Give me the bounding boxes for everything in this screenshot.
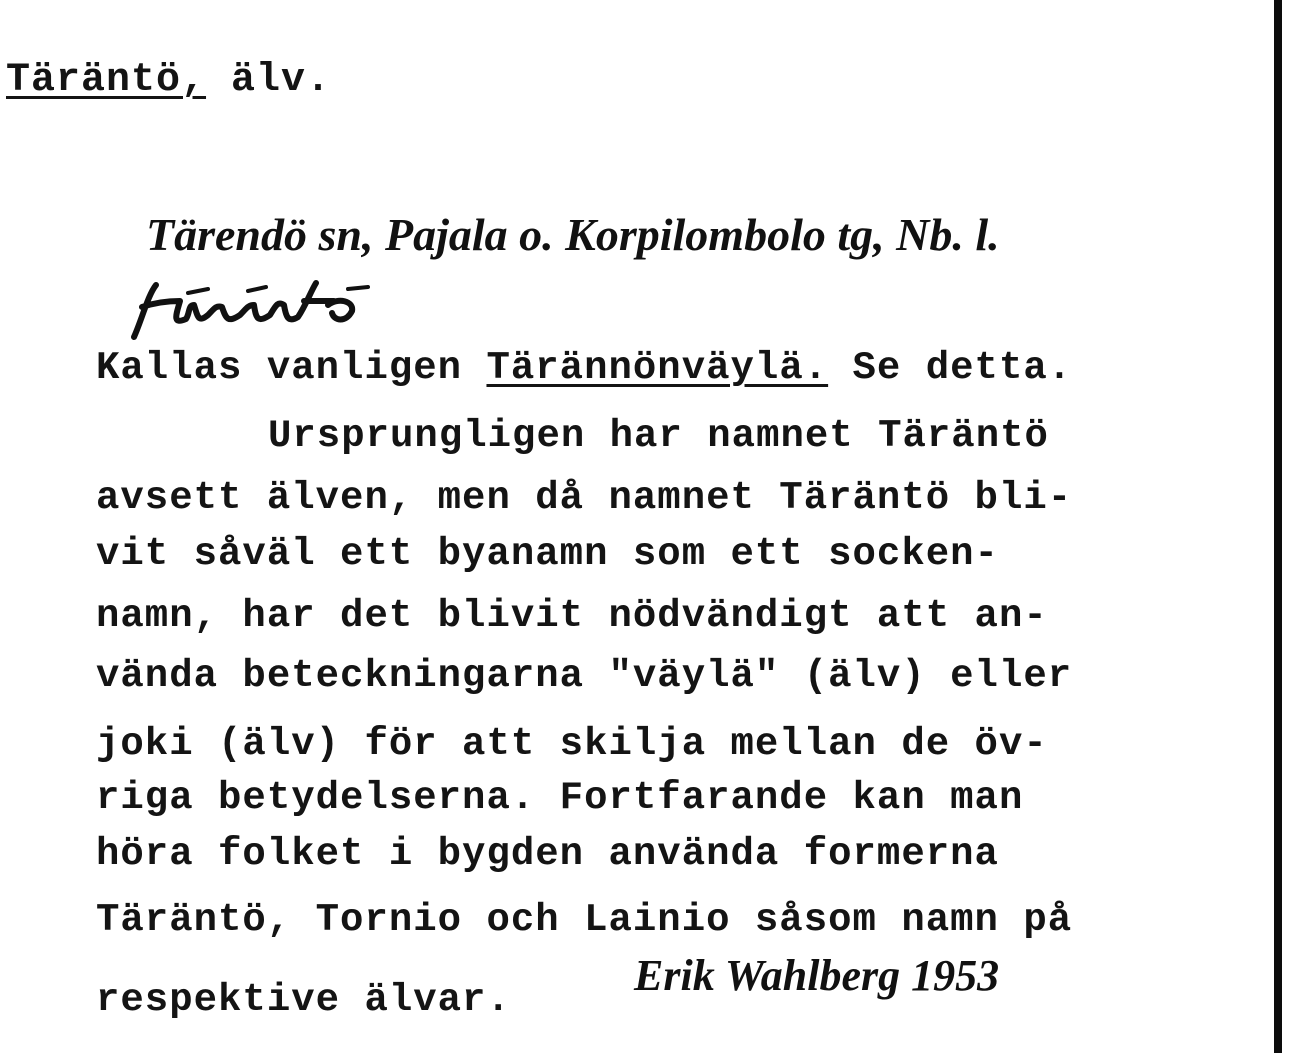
place-line: Tärendö sn, Pajala o. Korpilombolo tg, Nb. l.: [146, 209, 1000, 260]
body-line-7: joki (älv) för att skilja mellan de öv-: [96, 722, 1048, 766]
handwritten-name: [128, 275, 418, 345]
signature: Erik Wahlberg 1953: [634, 951, 1000, 1000]
body-line-5: namn, har det blivit nödvändigt att an-: [96, 594, 1048, 638]
header-name: Täräntö,: [6, 58, 207, 103]
body-line-11: respektive älvar.: [96, 978, 511, 1022]
body-text: Kallas vanligen: [96, 346, 487, 390]
card-edge: [1274, 0, 1282, 1053]
card-header: [6, 58, 331, 103]
body-line-6: vända beteckningarna "väylä" (älv) eller: [96, 654, 1073, 698]
body-text: Se detta.: [828, 346, 1073, 390]
body-line-9: höra folket i bygden använda formerna: [96, 832, 999, 876]
body-line-2: Ursprungligen har namnet Täräntö: [268, 414, 1049, 458]
body-line-4: vit såväl ett byanamn som ett socken-: [96, 532, 999, 576]
body-line-1: [96, 346, 1072, 390]
header-type: älv.: [231, 58, 332, 103]
body-line-3: avsett älven, men då namnet Täräntö bli-: [96, 476, 1073, 520]
body-line-8: riga betydelserna. Fortfarande kan man: [96, 776, 1024, 820]
cross-reference: Tärännönväylä.: [486, 346, 829, 390]
body-line-10: Täräntö, Tornio och Lainio såsom namn på: [96, 898, 1073, 942]
